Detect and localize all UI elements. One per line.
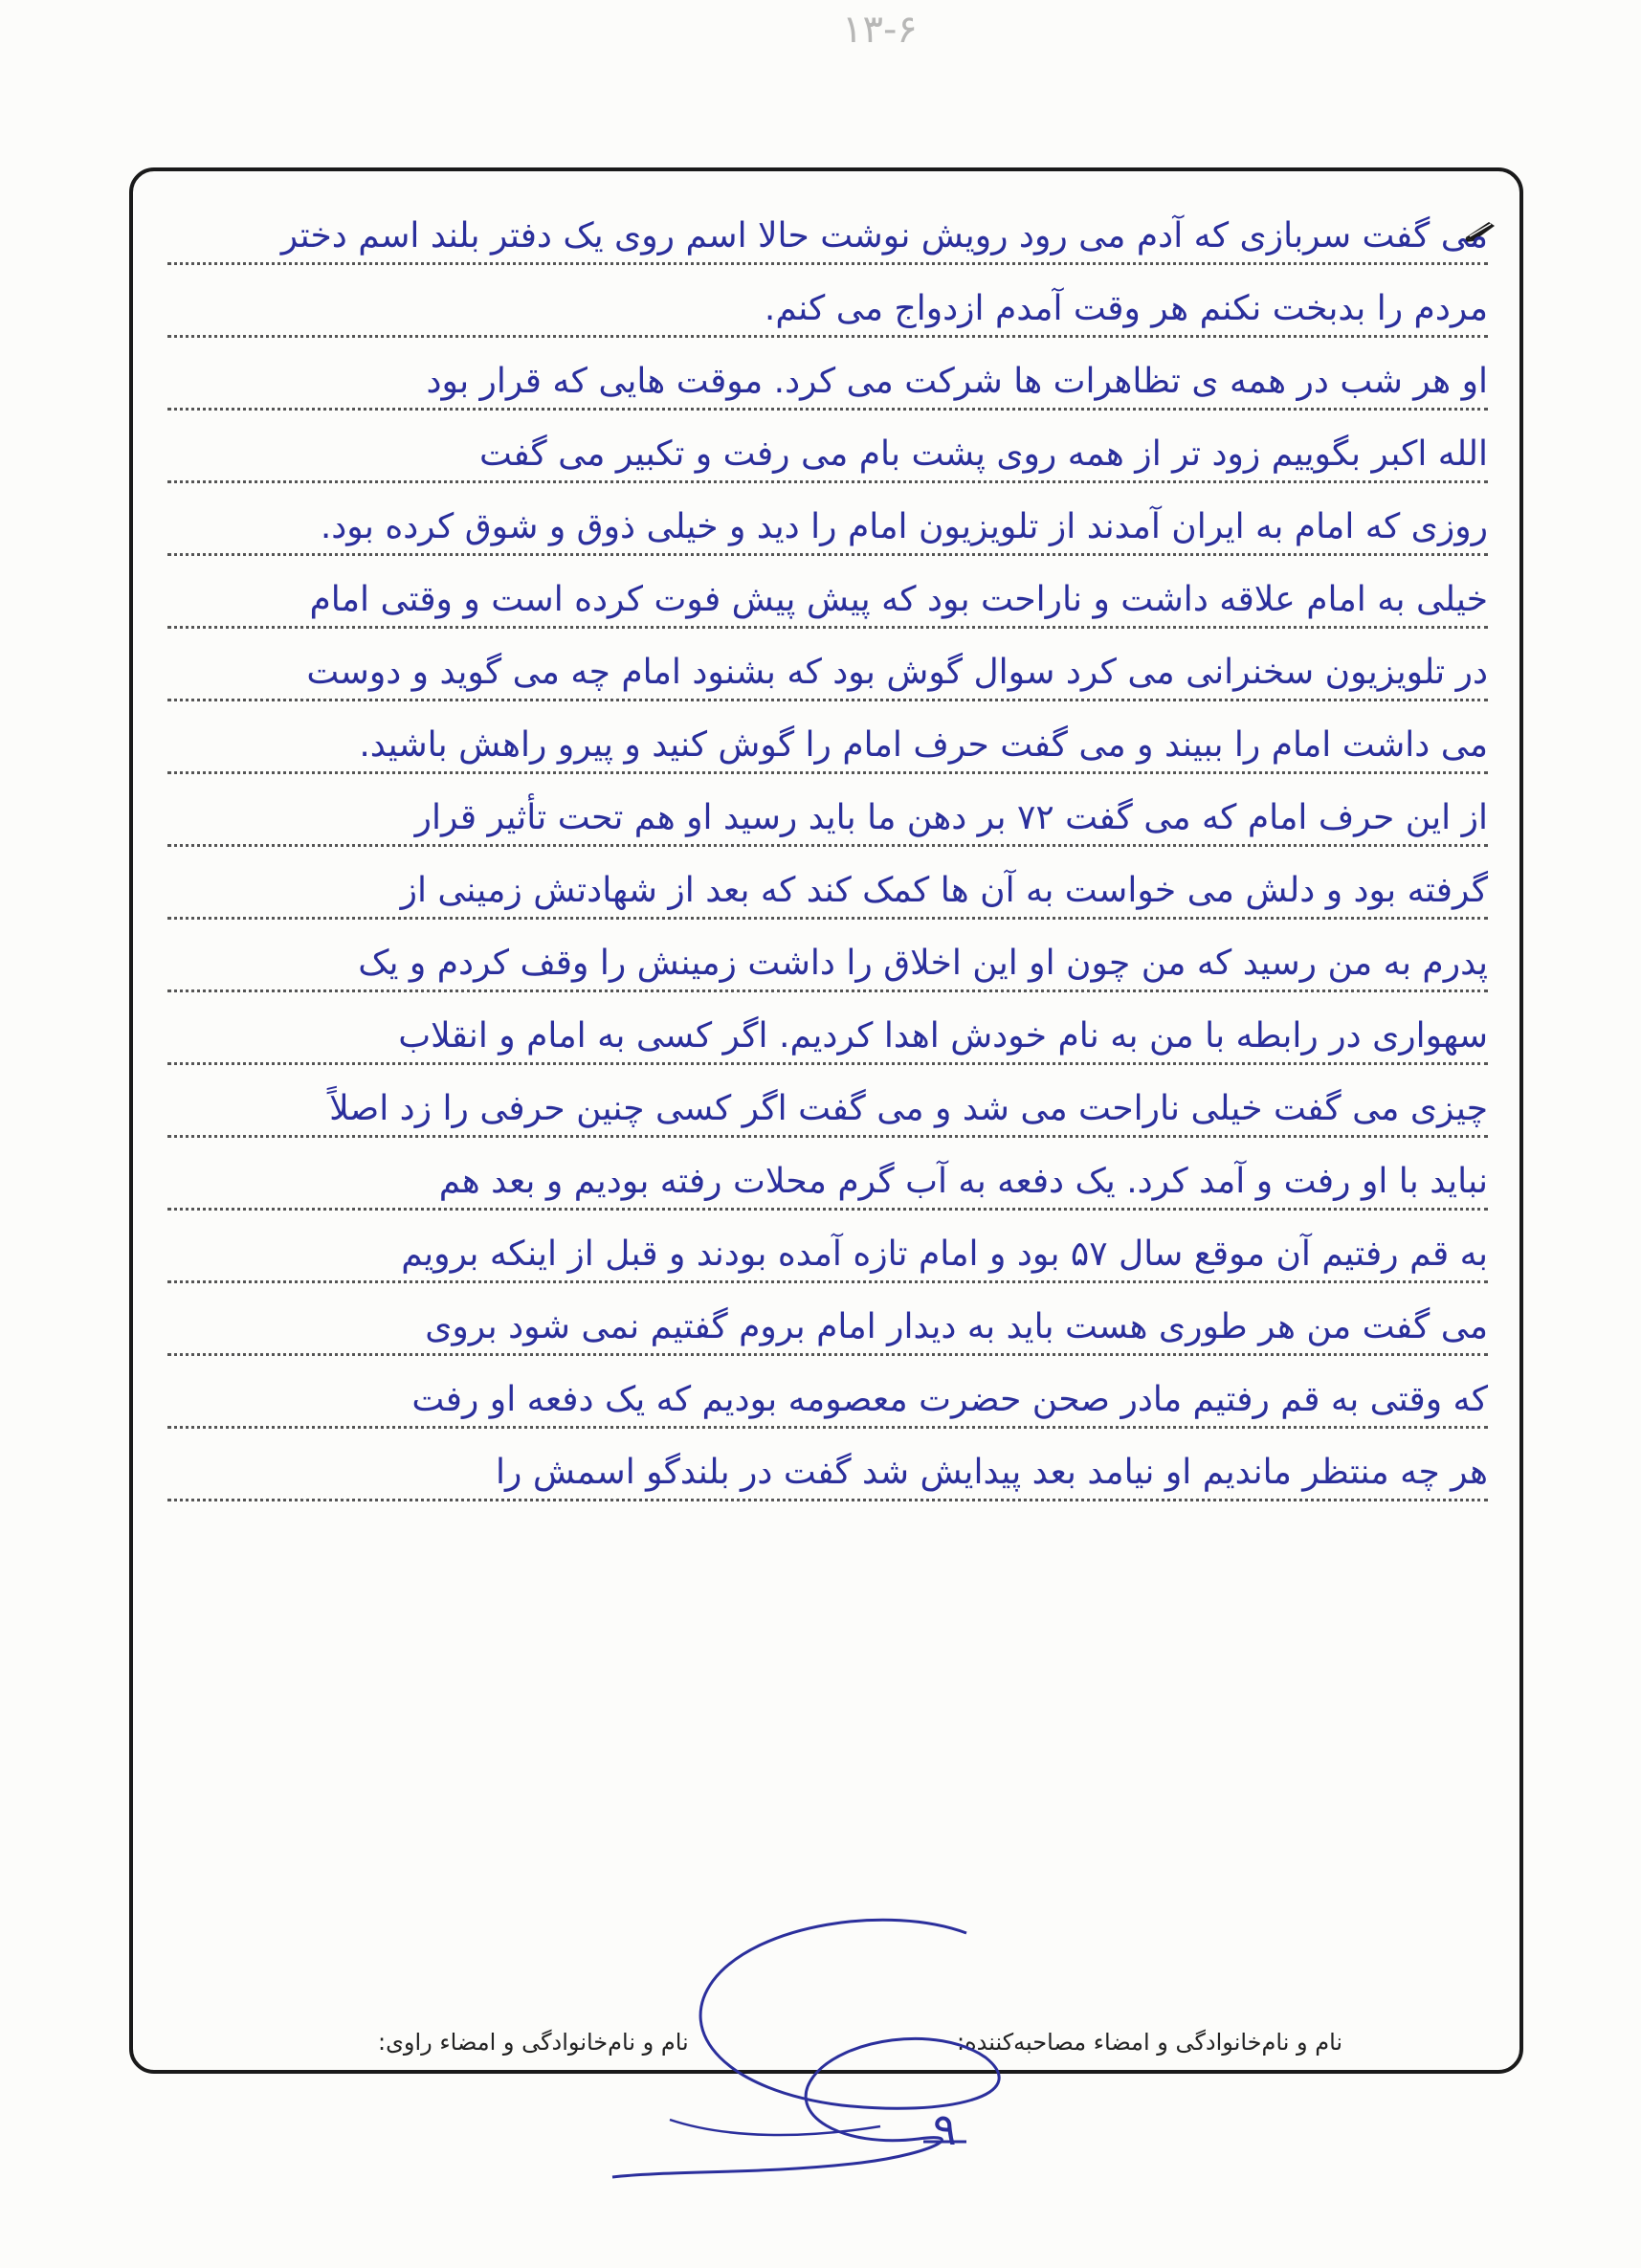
dotted-guide-line <box>167 1353 1488 1356</box>
page-number: ۹ <box>933 2103 957 2155</box>
narrator-signature-label: نام و نام‌خانوادگی و امضاء راوی: <box>378 2029 689 2056</box>
dotted-guide-line <box>167 262 1488 265</box>
text-line: از این حرف امام که می گفت ۷۲ بر دهن ما باید رسید او هم تحت تأثیر قرار <box>414 798 1488 837</box>
text-line: روزی که امام به ایران آمدند از تلویزیون امام را دید و خیلی ذوق و شوق کرده بود. <box>320 507 1488 546</box>
text-line: خیلی به امام علاقه داشت و ناراحت بود که پیش پیش فوت کرده است و وقتی امام <box>309 580 1488 619</box>
dotted-guide-line <box>167 917 1488 920</box>
text-line: می گفت سربازی که آدم می رود رویش نوشت حالا اسم روی یک دفتر بلند اسم دختر <box>280 216 1488 256</box>
text-line: می داشت امام را ببیند و می گفت حرف امام را گوش کنید و پیرو راهش باشید. <box>359 725 1488 765</box>
dotted-guide-line <box>167 480 1488 483</box>
dotted-guide-line <box>167 699 1488 701</box>
text-line: هر چه منتظر ماندیم او نیامد بعد پیدایش شد گفت در بلندگو اسمش را <box>496 1453 1488 1492</box>
dotted-guide-line <box>167 1426 1488 1429</box>
text-line: پدرم به من رسید که من چون او این اخلاق را داشت زمینش را وقف کردم و یک <box>358 944 1488 983</box>
dotted-guide-line <box>167 1499 1488 1501</box>
dotted-guide-line <box>167 844 1488 847</box>
dotted-guide-line <box>167 989 1488 992</box>
dotted-guide-line <box>167 553 1488 556</box>
dotted-guide-line <box>167 1135 1488 1138</box>
dotted-guide-line <box>167 1280 1488 1283</box>
text-line: الله اکبر بگوییم زود تر از همه روی پشت بام می رفت و تکبیر می گفت <box>478 434 1488 474</box>
dotted-guide-line <box>167 1208 1488 1211</box>
text-line: به قم رفتیم آن موقع سال ۵۷ بود و امام تازه آمده بودند و قبل از اینکه برویم <box>401 1234 1488 1274</box>
text-line: در تلویزیون سخنرانی می کرد سوال گوش بود که بشنود امام چه می گوید و دوست <box>306 653 1488 692</box>
dotted-guide-line <box>167 1062 1488 1065</box>
text-line: مردم را بدبخت نکنم هر وقت آمدم ازدواج می کنم. <box>764 289 1488 328</box>
dotted-guide-line <box>167 335 1488 338</box>
interviewer-signature-label: نام و نام‌خانوادگی و امضاء مصاحبه‌کننده: <box>957 2029 1343 2056</box>
text-line: سهواری در رابطه با من به نام خودش اهدا کردیم. اگر کسی به امام و انقلاب <box>398 1016 1488 1056</box>
text-line: او هر شب در همه ی تظاهرات ها شرکت می کرد. موقت هایی که قرار بود <box>426 362 1488 401</box>
dotted-guide-line <box>167 408 1488 411</box>
text-line: نباید با او رفت و آمد کرد. یک دفعه به آب گرم محلات رفته بودیم و بعد هم <box>438 1162 1488 1201</box>
page-corner-mark: ۱۳-۶ <box>842 8 918 52</box>
text-line: چیزی می گفت خیلی ناراحت می شد و می گفت اگر کسی چنین حرفی را زد اصلاً <box>329 1089 1488 1128</box>
dotted-guide-line <box>167 626 1488 629</box>
text-line: می گفت من هر طوری هست باید به دیدار امام بروم گفتیم نمی شود بروی <box>425 1307 1488 1346</box>
text-line: که وقتی به قم رفتیم مادر صحن حضرت معصومه بودیم که یک دفعه او رفت <box>411 1380 1488 1419</box>
dotted-guide-line <box>167 771 1488 774</box>
text-line: گرفته بود و دلش می خواست به آن ها کمک کند که بعد از شهادتش زمینی از <box>400 871 1488 910</box>
